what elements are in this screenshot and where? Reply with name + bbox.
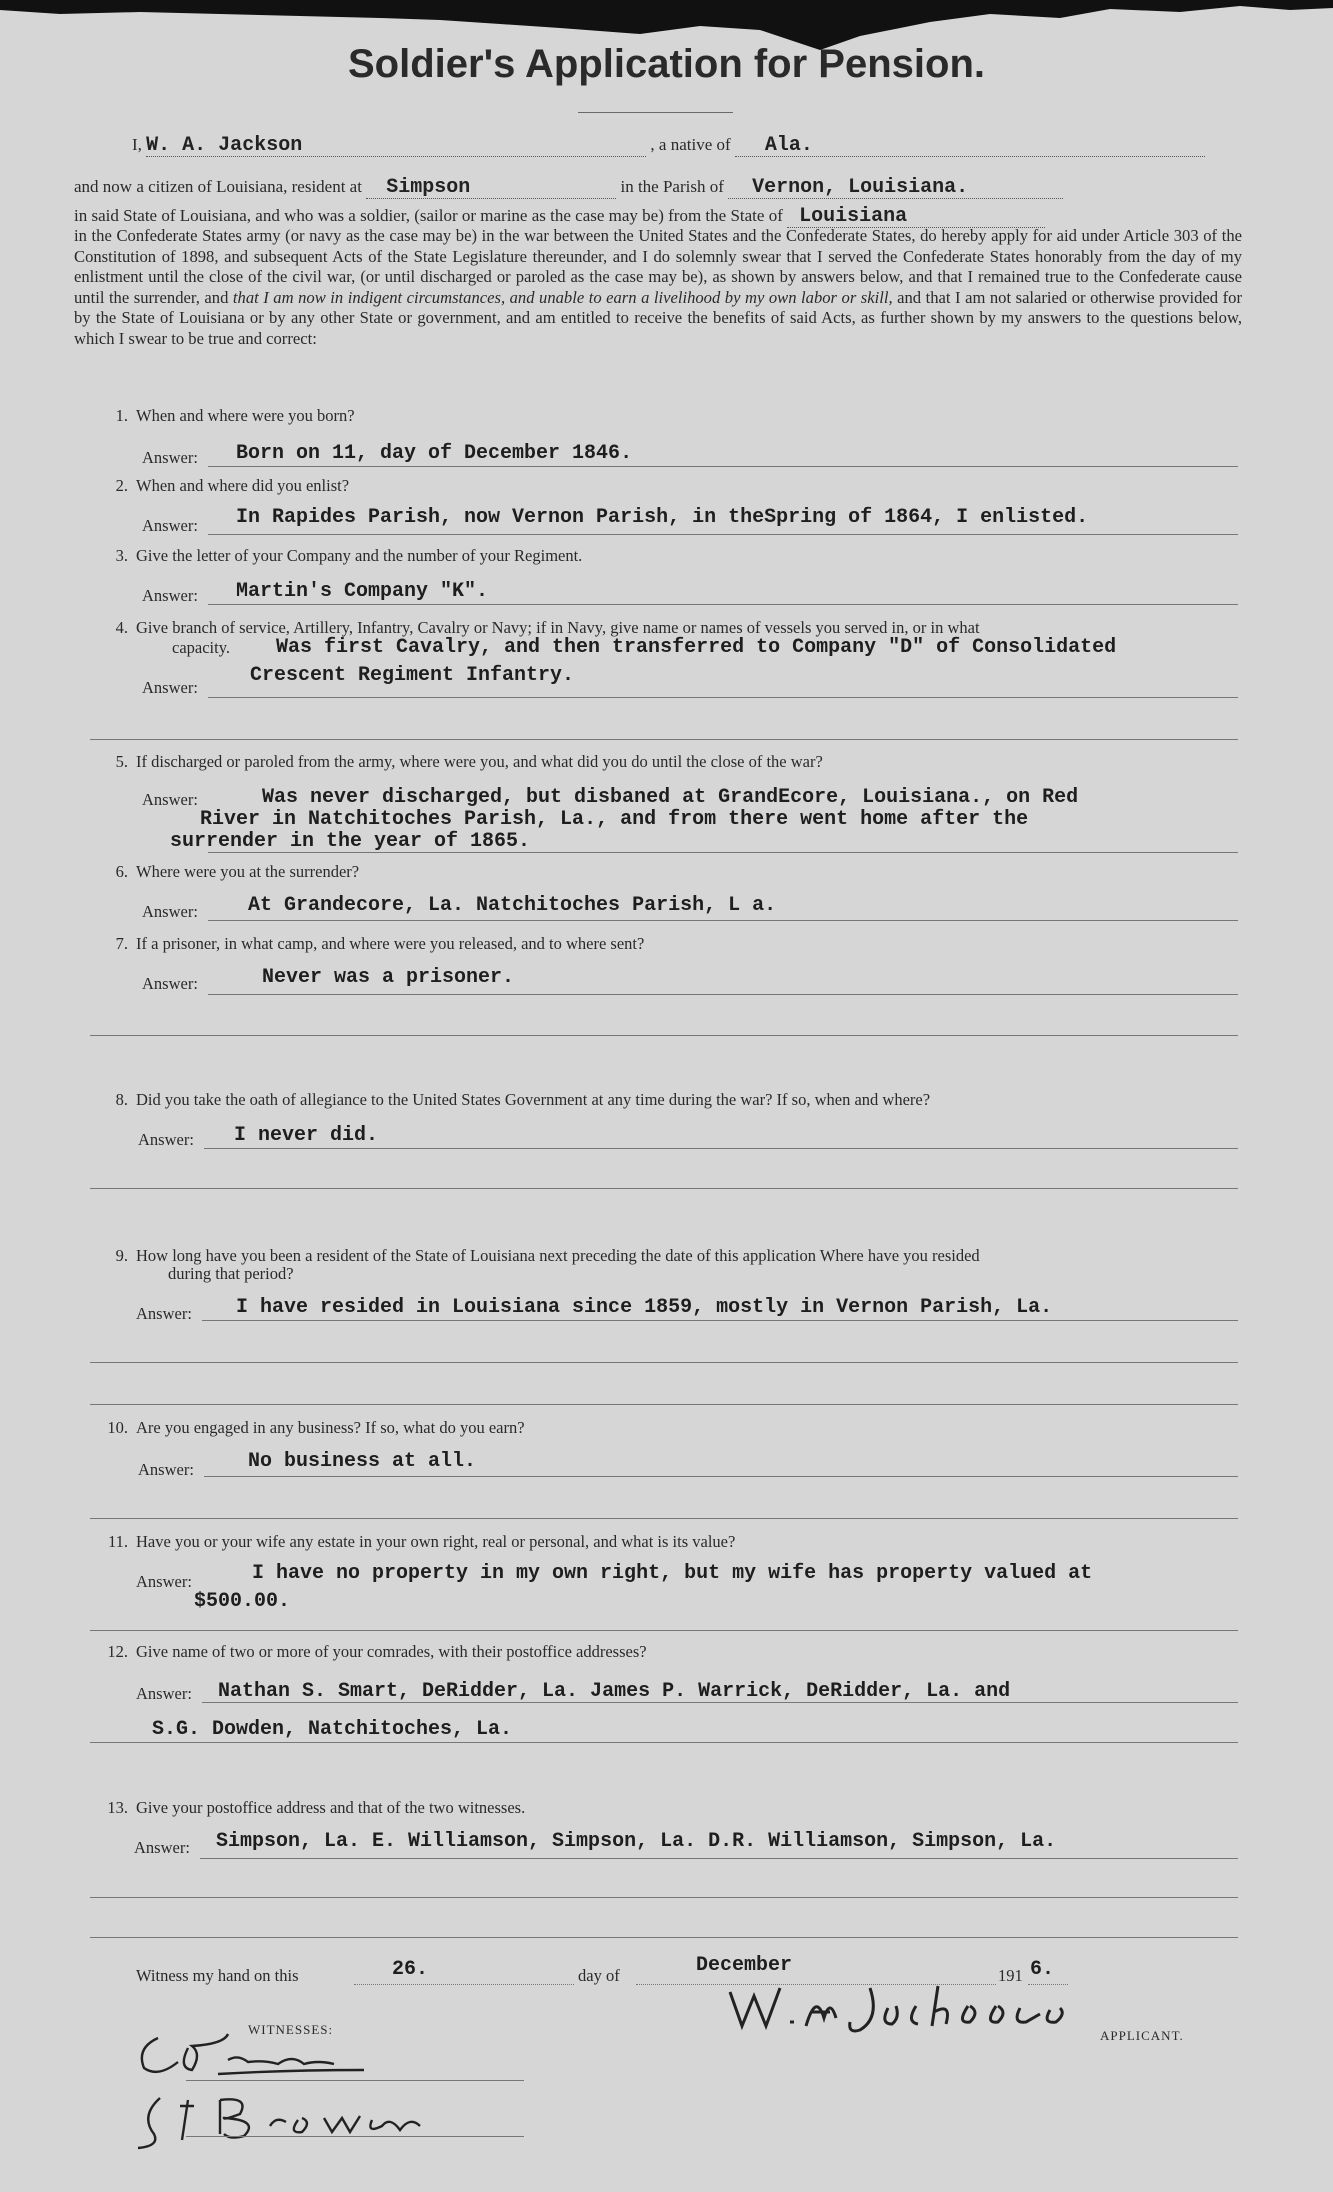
intro-line-1: I, W. A. Jackson , a native of Ala. xyxy=(74,134,1244,157)
answer-label-4: Answer: xyxy=(142,678,198,697)
year-suffix: 6. xyxy=(1030,1958,1055,1981)
intro-line-2: and now a citizen of Louisiana, resident at Simpson in the Parish of Vernon, Louisiana. xyxy=(74,176,1244,199)
year-prefix: 191 xyxy=(998,1966,1023,1985)
answer-12-line-1: Nathan S. Smart, DeRidder, La. James P. Warrick, DeRidder, La. and xyxy=(218,1680,1011,1703)
answer-label-2: Answer: xyxy=(142,516,198,535)
witness-day: 26. xyxy=(392,1958,429,1981)
answer-label-9: Answer: xyxy=(136,1304,192,1323)
answer-3: Martin's Company "K". xyxy=(236,580,489,603)
answer-label-12: Answer: xyxy=(136,1684,192,1703)
answer-10: No business at all. xyxy=(248,1450,477,1473)
question-4: 4. Give branch of service, Artillery, Infantry, Cavalry or Navy; if in Navy, give name or names of vessels you served in, or in what xyxy=(115,618,980,637)
answer-12-line-2: S.G. Dowden, Natchitoches, La. xyxy=(152,1718,513,1741)
answer-label-3: Answer: xyxy=(142,586,198,605)
answer-label-6: Answer: xyxy=(142,902,198,921)
title-rule xyxy=(578,112,733,113)
question-1: 1. When and where were you born? xyxy=(115,406,355,425)
answer-8: I never did. xyxy=(234,1124,379,1147)
question-6: 6. Where were you at the surrender? xyxy=(115,862,360,881)
intro-line-3: in said State of Louisiana, and who was a soldier, (sailor or marine as the case may be) from the State of Louisiana xyxy=(74,205,1244,228)
question-11: 11. Have you or your wife any estate in your own right, real or personal, and what is its value? xyxy=(107,1532,736,1551)
question-10: 10. Are you engaged in any business? If so, what do you earn? xyxy=(107,1418,525,1437)
answer-1: Born on 11, day of December 1846. xyxy=(236,442,633,465)
answer-5-line-2: River in Natchitoches Parish, La., and from there went home after the xyxy=(200,808,1029,831)
day-of-label: day of xyxy=(578,1966,620,1985)
form-title: Soldier's Application for Pension. xyxy=(348,42,985,86)
applicant-signature xyxy=(720,1978,1100,2038)
answer-4-line-1: Was first Cavalry, and then transferred to Company "D" of Consolidated xyxy=(276,636,1117,659)
answer-5-line-3: surrender in the year of 1865. xyxy=(170,830,531,853)
answer-9: I have resided in Louisiana since 1859, mostly in Vernon Parish, La. xyxy=(236,1296,1053,1319)
oath-paragraph: in the Confederate States army (or navy as the case may be) in the war between the United States and the Confederate States, do hereby apply for aid under Article 303 of the Constitution of 1898, and subsequent Acts of the State Legislature thereunder, and I do solemnly swear that I served the Confederate States honorably from the day of my enlistment until the close of the civil war, (or until discharged or paroled as the case may be), as shown by answers below, and that I remained true to the Confederate cause until the surrender, and that I am now in indigent circumstances, and unable to earn a livelihood by my own labor or skill, and that I am not salaried or otherwise provided for by the State of Louisiana or by any other State or government, and am entitled to receive the benefits of said Acts, as further shown by my answers to the questions below, which I swear to be true and correct: xyxy=(74,226,1242,348)
answer-13: Simpson, La. E. Williamson, Simpson, La. D.R. Williamson, Simpson, La. xyxy=(216,1830,1057,1853)
answer-label-11: Answer: xyxy=(136,1572,192,1591)
question-9: 9. How long have you been a resident of the State of Louisiana next preceding the date of this application Where have you resided xyxy=(115,1246,980,1265)
question-4-continued: capacity. xyxy=(172,638,231,657)
answer-7: Never was a prisoner. xyxy=(262,966,515,989)
question-12: 12. Give name of two or more of your comrades, with their postoffice addresses? xyxy=(107,1642,647,1661)
answer-label-10: Answer: xyxy=(138,1460,194,1479)
oath-italic-clause: that I am now in indigent circumstances, and unable to earn a livelihood by my own labor or skill, xyxy=(232,287,893,307)
native-of: Ala. xyxy=(764,134,813,157)
witness-label: Witness my hand on this xyxy=(136,1966,299,1985)
answer-label-13: Answer: xyxy=(134,1838,190,1857)
question-2: 2. When and where did you enlist? xyxy=(115,476,350,495)
state: Louisiana xyxy=(799,205,908,228)
answer-4-line-2: Crescent Regiment Infantry. xyxy=(250,664,575,687)
answer-11-line-1: I have no property in my own right, but my wife has property valued at xyxy=(252,1562,1093,1585)
answer-label-1: Answer: xyxy=(142,448,198,467)
parish: Vernon, Louisiana. xyxy=(752,176,969,199)
answer-11-line-2: $500.00. xyxy=(194,1590,291,1613)
witnesses-label: WITNESSES: xyxy=(248,2022,334,2037)
answer-2: In Rapides Parish, now Vernon Parish, in theSpring of 1864, I enlisted. xyxy=(236,506,1089,529)
answer-label-8: Answer: xyxy=(138,1130,194,1149)
witness-month: December xyxy=(696,1954,793,1977)
question-9-continued: during that period? xyxy=(168,1264,294,1283)
question-7: 7. If a prisoner, in what camp, and where were you released, and to where sent? xyxy=(115,934,645,953)
applicant-name: W. A. Jackson xyxy=(146,134,303,157)
applicant-label: APPLICANT. xyxy=(1100,2028,1184,2043)
answer-label-7: Answer: xyxy=(142,974,198,993)
resident-at: Simpson xyxy=(386,176,471,199)
question-3: 3. Give the letter of your Company and the number of your Regiment. xyxy=(115,546,583,565)
question-5: 5. If discharged or paroled from the army, where were you, and what did you do until the close of the war? xyxy=(115,752,823,771)
answer-label-5: Answer: xyxy=(142,790,198,809)
question-13: 13. Give your postoffice address and that of the two witnesses. xyxy=(107,1798,526,1817)
witness-signature-2 xyxy=(120,2086,500,2156)
answer-5-line-1: Was never discharged, but disbaned at GrandEcore, Louisiana., on Red xyxy=(262,786,1079,809)
answer-6: At Grandecore, La. Natchitoches Parish, L a. xyxy=(248,894,777,917)
question-8: 8. Did you take the oath of allegiance to the United States Government at any time during the war? If so, when and where? xyxy=(115,1090,931,1109)
witness-signature-1 xyxy=(128,2024,388,2084)
